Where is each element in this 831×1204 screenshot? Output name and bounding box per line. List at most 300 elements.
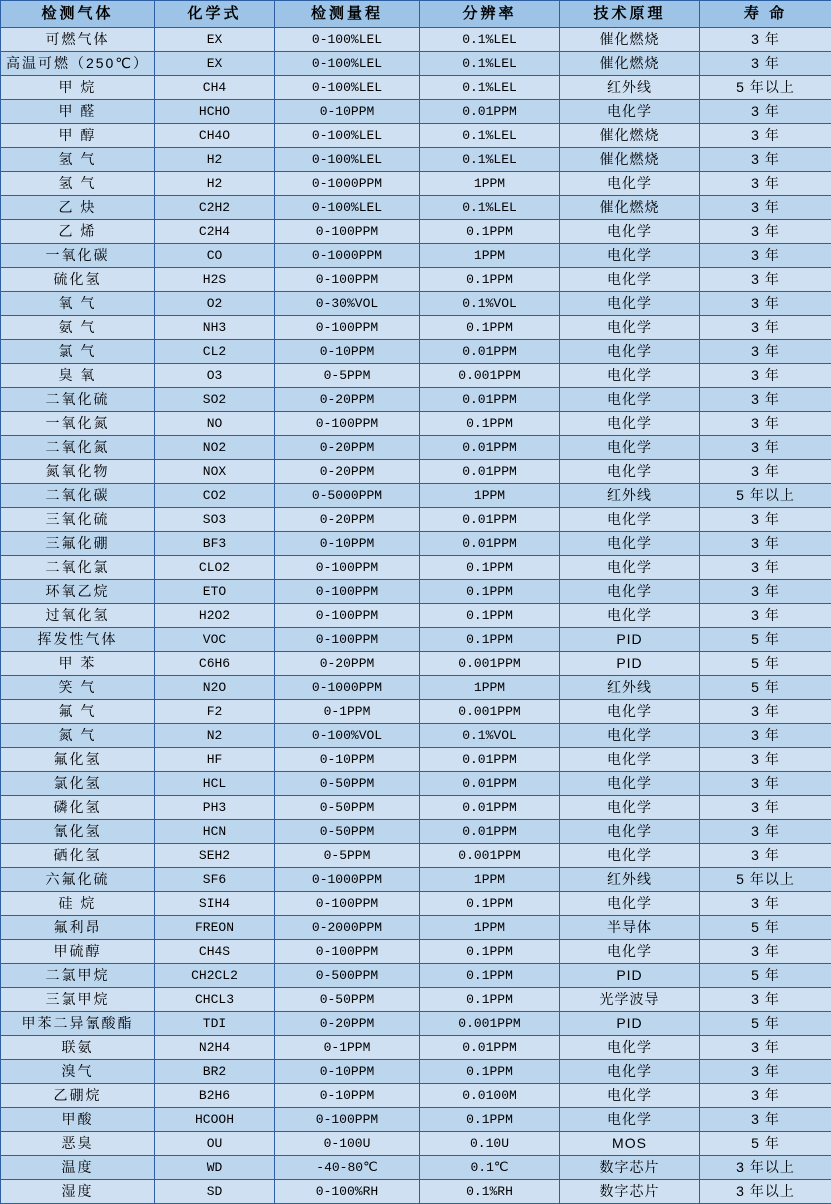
cell-gas-name: 氢 气 bbox=[1, 148, 155, 172]
cell-detection-range: 0-20PPM bbox=[275, 508, 420, 532]
cell-lifespan: 3 年 bbox=[700, 172, 831, 196]
cell-technology: 数字芯片 bbox=[560, 1180, 700, 1204]
table-row bbox=[1, 412, 831, 436]
cell-resolution: 0.1PPM bbox=[420, 940, 560, 964]
cell-technology: 电化学 bbox=[560, 220, 700, 244]
cell-detection-range: 0-100U bbox=[275, 1132, 420, 1156]
cell-resolution: 0.001PPM bbox=[420, 652, 560, 676]
cell-gas-name: 氮氧化物 bbox=[1, 460, 155, 484]
cell-gas-name: 氨 气 bbox=[1, 316, 155, 340]
cell-detection-range: 0-100%VOL bbox=[275, 724, 420, 748]
cell-lifespan: 5 年 bbox=[700, 964, 831, 988]
cell-resolution: 0.1PPM bbox=[420, 412, 560, 436]
cell-lifespan: 5 年 bbox=[700, 652, 831, 676]
table-row bbox=[1, 124, 831, 148]
cell-technology: 电化学 bbox=[560, 1060, 700, 1084]
cell-chemical-formula: CO bbox=[155, 244, 275, 268]
cell-technology: 电化学 bbox=[560, 892, 700, 916]
cell-lifespan: 3 年 bbox=[700, 316, 831, 340]
cell-technology: 电化学 bbox=[560, 532, 700, 556]
cell-technology: 半导体 bbox=[560, 916, 700, 940]
cell-resolution: 0.1PPM bbox=[420, 556, 560, 580]
cell-detection-range: 0-10PPM bbox=[275, 340, 420, 364]
cell-resolution: 0.1PPM bbox=[420, 1108, 560, 1132]
cell-technology: 催化燃烧 bbox=[560, 124, 700, 148]
cell-lifespan: 3 年 bbox=[700, 388, 831, 412]
cell-lifespan: 3 年 bbox=[700, 700, 831, 724]
table-row bbox=[1, 628, 831, 652]
cell-lifespan: 3 年以上 bbox=[700, 1180, 831, 1204]
cell-detection-range: 0-5PPM bbox=[275, 844, 420, 868]
cell-gas-name: 甲 烷 bbox=[1, 76, 155, 100]
cell-technology: 电化学 bbox=[560, 748, 700, 772]
cell-gas-name: 联氨 bbox=[1, 1036, 155, 1060]
cell-lifespan: 3 年 bbox=[700, 940, 831, 964]
cell-lifespan: 3 年 bbox=[700, 292, 831, 316]
cell-lifespan: 3 年 bbox=[700, 724, 831, 748]
cell-detection-range: 0-1000PPM bbox=[275, 676, 420, 700]
cell-detection-range: 0-100%LEL bbox=[275, 148, 420, 172]
table-row bbox=[1, 52, 831, 76]
cell-resolution: 1PPM bbox=[420, 916, 560, 940]
cell-technology: 电化学 bbox=[560, 820, 700, 844]
cell-lifespan: 3 年 bbox=[700, 268, 831, 292]
cell-gas-name: 氟利昂 bbox=[1, 916, 155, 940]
cell-resolution: 0.01PPM bbox=[420, 1036, 560, 1060]
cell-resolution: 0.01PPM bbox=[420, 508, 560, 532]
cell-technology: 电化学 bbox=[560, 172, 700, 196]
cell-resolution: 0.1%RH bbox=[420, 1180, 560, 1204]
cell-chemical-formula: O3 bbox=[155, 364, 275, 388]
cell-detection-range: 0-100PPM bbox=[275, 316, 420, 340]
cell-technology: 催化燃烧 bbox=[560, 196, 700, 220]
cell-resolution: 0.1%LEL bbox=[420, 28, 560, 52]
cell-lifespan: 5 年以上 bbox=[700, 868, 831, 892]
cell-chemical-formula: CH2CL2 bbox=[155, 964, 275, 988]
table-header-row bbox=[1, 1, 831, 28]
cell-technology: 催化燃烧 bbox=[560, 28, 700, 52]
cell-technology: MOS bbox=[560, 1132, 700, 1156]
cell-lifespan: 3 年 bbox=[700, 796, 831, 820]
cell-technology: 电化学 bbox=[560, 724, 700, 748]
cell-chemical-formula: CH4S bbox=[155, 940, 275, 964]
cell-detection-range: 0-10PPM bbox=[275, 532, 420, 556]
cell-chemical-formula: NO2 bbox=[155, 436, 275, 460]
cell-lifespan: 5 年 bbox=[700, 916, 831, 940]
table-row bbox=[1, 988, 831, 1012]
cell-gas-name: 甲酸 bbox=[1, 1108, 155, 1132]
cell-detection-range: 0-100PPM bbox=[275, 892, 420, 916]
table-row bbox=[1, 28, 831, 52]
cell-chemical-formula: VOC bbox=[155, 628, 275, 652]
cell-lifespan: 3 年 bbox=[700, 1084, 831, 1108]
cell-chemical-formula: SO3 bbox=[155, 508, 275, 532]
cell-resolution: 0.1PPM bbox=[420, 604, 560, 628]
cell-resolution: 0.001PPM bbox=[420, 1012, 560, 1036]
cell-detection-range: 0-100PPM bbox=[275, 628, 420, 652]
table-row bbox=[1, 244, 831, 268]
cell-detection-range: 0-10PPM bbox=[275, 1060, 420, 1084]
cell-chemical-formula: SF6 bbox=[155, 868, 275, 892]
table-row bbox=[1, 604, 831, 628]
cell-detection-range: 0-10PPM bbox=[275, 1084, 420, 1108]
cell-resolution: 0.01PPM bbox=[420, 532, 560, 556]
cell-technology: 光学波导 bbox=[560, 988, 700, 1012]
cell-gas-name: 一氧化氮 bbox=[1, 412, 155, 436]
cell-resolution: 0.10U bbox=[420, 1132, 560, 1156]
cell-technology: 电化学 bbox=[560, 700, 700, 724]
table-header bbox=[1, 1, 831, 28]
cell-technology: 电化学 bbox=[560, 316, 700, 340]
cell-chemical-formula: SD bbox=[155, 1180, 275, 1204]
cell-chemical-formula: BF3 bbox=[155, 532, 275, 556]
cell-gas-name: 溴气 bbox=[1, 1060, 155, 1084]
table-row bbox=[1, 340, 831, 364]
cell-lifespan: 3 年 bbox=[700, 1036, 831, 1060]
table-row bbox=[1, 148, 831, 172]
cell-detection-range: 0-500PPM bbox=[275, 964, 420, 988]
cell-chemical-formula: HCHO bbox=[155, 100, 275, 124]
table-row bbox=[1, 580, 831, 604]
cell-lifespan: 3 年 bbox=[700, 340, 831, 364]
table-row bbox=[1, 532, 831, 556]
table-row bbox=[1, 100, 831, 124]
cell-lifespan: 3 年 bbox=[700, 52, 831, 76]
cell-lifespan: 3 年 bbox=[700, 772, 831, 796]
cell-lifespan: 3 年 bbox=[700, 844, 831, 868]
cell-resolution: 0.01PPM bbox=[420, 460, 560, 484]
cell-lifespan: 3 年 bbox=[700, 508, 831, 532]
cell-technology: 电化学 bbox=[560, 412, 700, 436]
cell-technology: 催化燃烧 bbox=[560, 148, 700, 172]
cell-gas-name: 硒化氢 bbox=[1, 844, 155, 868]
cell-technology: 电化学 bbox=[560, 580, 700, 604]
cell-lifespan: 3 年 bbox=[700, 100, 831, 124]
cell-detection-range: 0-50PPM bbox=[275, 820, 420, 844]
table-row bbox=[1, 292, 831, 316]
cell-resolution: 0.01PPM bbox=[420, 796, 560, 820]
cell-technology: 催化燃烧 bbox=[560, 52, 700, 76]
table-row bbox=[1, 460, 831, 484]
cell-chemical-formula: C6H6 bbox=[155, 652, 275, 676]
cell-gas-name: 高温可燃（250℃） bbox=[1, 52, 155, 76]
cell-gas-name: 笑 气 bbox=[1, 676, 155, 700]
cell-gas-name: 氯化氢 bbox=[1, 772, 155, 796]
cell-technology: 红外线 bbox=[560, 484, 700, 508]
cell-lifespan: 3 年以上 bbox=[700, 1156, 831, 1180]
table-row bbox=[1, 940, 831, 964]
cell-technology: 电化学 bbox=[560, 1036, 700, 1060]
cell-lifespan: 3 年 bbox=[700, 364, 831, 388]
cell-lifespan: 3 年 bbox=[700, 460, 831, 484]
cell-technology: 电化学 bbox=[560, 508, 700, 532]
cell-gas-name: 甲 醛 bbox=[1, 100, 155, 124]
cell-gas-name: 甲 苯 bbox=[1, 652, 155, 676]
cell-detection-range: 0-50PPM bbox=[275, 796, 420, 820]
cell-gas-name: 二氧化氯 bbox=[1, 556, 155, 580]
cell-lifespan: 5 年 bbox=[700, 1132, 831, 1156]
table-row bbox=[1, 484, 831, 508]
cell-lifespan: 3 年 bbox=[700, 580, 831, 604]
cell-chemical-formula: FREON bbox=[155, 916, 275, 940]
cell-resolution: 0.001PPM bbox=[420, 700, 560, 724]
cell-lifespan: 5 年 bbox=[700, 676, 831, 700]
cell-resolution: 0.1%LEL bbox=[420, 76, 560, 100]
cell-detection-range: 0-100%LEL bbox=[275, 124, 420, 148]
cell-gas-name: 一氧化碳 bbox=[1, 244, 155, 268]
cell-gas-name: 二氧化氮 bbox=[1, 436, 155, 460]
cell-lifespan: 5 年以上 bbox=[700, 76, 831, 100]
cell-detection-range: 0-1000PPM bbox=[275, 172, 420, 196]
table-body bbox=[1, 28, 831, 1204]
cell-detection-range: 0-1PPM bbox=[275, 1036, 420, 1060]
cell-chemical-formula: BR2 bbox=[155, 1060, 275, 1084]
cell-resolution: 1PPM bbox=[420, 484, 560, 508]
cell-chemical-formula: PH3 bbox=[155, 796, 275, 820]
cell-chemical-formula: ETO bbox=[155, 580, 275, 604]
cell-lifespan: 3 年 bbox=[700, 748, 831, 772]
column-header-gas-name: 检测气体 bbox=[1, 1, 155, 28]
cell-technology: 电化学 bbox=[560, 604, 700, 628]
cell-gas-name: 乙 烯 bbox=[1, 220, 155, 244]
cell-chemical-formula: EX bbox=[155, 52, 275, 76]
cell-resolution: 1PPM bbox=[420, 172, 560, 196]
cell-resolution: 0.1%VOL bbox=[420, 724, 560, 748]
cell-lifespan: 3 年 bbox=[700, 196, 831, 220]
cell-gas-name: 二氯甲烷 bbox=[1, 964, 155, 988]
table-row bbox=[1, 1108, 831, 1132]
cell-chemical-formula: N2H4 bbox=[155, 1036, 275, 1060]
cell-gas-name: 甲 醇 bbox=[1, 124, 155, 148]
table-row bbox=[1, 364, 831, 388]
cell-gas-name: 湿度 bbox=[1, 1180, 155, 1204]
cell-resolution: 0.1%LEL bbox=[420, 148, 560, 172]
table-row bbox=[1, 556, 831, 580]
cell-chemical-formula: CH4 bbox=[155, 76, 275, 100]
cell-chemical-formula: OU bbox=[155, 1132, 275, 1156]
cell-detection-range: 0-100PPM bbox=[275, 1108, 420, 1132]
cell-technology: 电化学 bbox=[560, 244, 700, 268]
table-row bbox=[1, 1180, 831, 1204]
cell-detection-range: 0-1000PPM bbox=[275, 244, 420, 268]
cell-technology: PID bbox=[560, 964, 700, 988]
table-row bbox=[1, 1060, 831, 1084]
cell-technology: 电化学 bbox=[560, 388, 700, 412]
cell-chemical-formula: F2 bbox=[155, 700, 275, 724]
cell-gas-name: 温度 bbox=[1, 1156, 155, 1180]
cell-chemical-formula: SIH4 bbox=[155, 892, 275, 916]
cell-gas-name: 甲硫醇 bbox=[1, 940, 155, 964]
cell-gas-name: 二氧化碳 bbox=[1, 484, 155, 508]
cell-resolution: 0.01PPM bbox=[420, 436, 560, 460]
cell-gas-name: 六氟化硫 bbox=[1, 868, 155, 892]
cell-resolution: 0.1PPM bbox=[420, 580, 560, 604]
cell-detection-range: 0-100%LEL bbox=[275, 76, 420, 100]
cell-gas-name: 磷化氢 bbox=[1, 796, 155, 820]
cell-detection-range: 0-100PPM bbox=[275, 268, 420, 292]
cell-technology: 电化学 bbox=[560, 268, 700, 292]
cell-technology: 电化学 bbox=[560, 844, 700, 868]
cell-detection-range: 0-5000PPM bbox=[275, 484, 420, 508]
cell-lifespan: 3 年 bbox=[700, 1108, 831, 1132]
cell-gas-name: 氟化氢 bbox=[1, 748, 155, 772]
cell-technology: 电化学 bbox=[560, 940, 700, 964]
table-row bbox=[1, 436, 831, 460]
cell-resolution: 0.1PPM bbox=[420, 964, 560, 988]
cell-resolution: 0.001PPM bbox=[420, 844, 560, 868]
cell-detection-range: 0-100%LEL bbox=[275, 28, 420, 52]
cell-detection-range: 0-10PPM bbox=[275, 100, 420, 124]
table-row bbox=[1, 1156, 831, 1180]
cell-technology: 电化学 bbox=[560, 460, 700, 484]
cell-chemical-formula: EX bbox=[155, 28, 275, 52]
cell-detection-range: -40-80℃ bbox=[275, 1156, 420, 1180]
cell-resolution: 0.1PPM bbox=[420, 628, 560, 652]
cell-chemical-formula: CLO2 bbox=[155, 556, 275, 580]
cell-technology: PID bbox=[560, 652, 700, 676]
cell-technology: 红外线 bbox=[560, 76, 700, 100]
cell-detection-range: 0-100PPM bbox=[275, 580, 420, 604]
cell-technology: PID bbox=[560, 1012, 700, 1036]
table-row bbox=[1, 796, 831, 820]
cell-detection-range: 0-10PPM bbox=[275, 748, 420, 772]
cell-chemical-formula: N2O bbox=[155, 676, 275, 700]
cell-detection-range: 0-50PPM bbox=[275, 772, 420, 796]
cell-chemical-formula: WD bbox=[155, 1156, 275, 1180]
cell-resolution: 0.0100M bbox=[420, 1084, 560, 1108]
cell-detection-range: 0-100PPM bbox=[275, 220, 420, 244]
cell-chemical-formula: HF bbox=[155, 748, 275, 772]
table-row bbox=[1, 316, 831, 340]
table-row bbox=[1, 820, 831, 844]
cell-gas-name: 氯 气 bbox=[1, 340, 155, 364]
cell-gas-name: 环氧乙烷 bbox=[1, 580, 155, 604]
table-row bbox=[1, 892, 831, 916]
table-row bbox=[1, 916, 831, 940]
table-row bbox=[1, 388, 831, 412]
cell-gas-name: 乙硼烷 bbox=[1, 1084, 155, 1108]
cell-gas-name: 恶臭 bbox=[1, 1132, 155, 1156]
cell-resolution: 0.1PPM bbox=[420, 988, 560, 1012]
cell-chemical-formula: HCOOH bbox=[155, 1108, 275, 1132]
cell-chemical-formula: NH3 bbox=[155, 316, 275, 340]
column-header-lifespan: 寿 命 bbox=[700, 1, 831, 28]
table-row bbox=[1, 1036, 831, 1060]
cell-technology: 电化学 bbox=[560, 436, 700, 460]
cell-detection-range: 0-30%VOL bbox=[275, 292, 420, 316]
cell-chemical-formula: O2 bbox=[155, 292, 275, 316]
table-row bbox=[1, 268, 831, 292]
cell-chemical-formula: H2O2 bbox=[155, 604, 275, 628]
cell-resolution: 0.001PPM bbox=[420, 364, 560, 388]
cell-lifespan: 3 年 bbox=[700, 820, 831, 844]
cell-chemical-formula: CHCL3 bbox=[155, 988, 275, 1012]
cell-lifespan: 5 年以上 bbox=[700, 484, 831, 508]
column-header-resolution: 分辨率 bbox=[420, 1, 560, 28]
cell-lifespan: 3 年 bbox=[700, 892, 831, 916]
cell-gas-name: 过氧化氢 bbox=[1, 604, 155, 628]
cell-detection-range: 0-1000PPM bbox=[275, 868, 420, 892]
cell-chemical-formula: NO bbox=[155, 412, 275, 436]
cell-resolution: 0.1PPM bbox=[420, 892, 560, 916]
cell-lifespan: 3 年 bbox=[700, 220, 831, 244]
cell-detection-range: 0-20PPM bbox=[275, 388, 420, 412]
table-row bbox=[1, 76, 831, 100]
cell-gas-name: 三氟化硼 bbox=[1, 532, 155, 556]
cell-detection-range: 0-1PPM bbox=[275, 700, 420, 724]
table-row bbox=[1, 1084, 831, 1108]
cell-detection-range: 0-100PPM bbox=[275, 940, 420, 964]
cell-chemical-formula: HCL bbox=[155, 772, 275, 796]
cell-technology: PID bbox=[560, 628, 700, 652]
cell-gas-name: 三氧化硫 bbox=[1, 508, 155, 532]
cell-resolution: 0.1PPM bbox=[420, 1060, 560, 1084]
cell-resolution: 0.1PPM bbox=[420, 316, 560, 340]
cell-chemical-formula: H2 bbox=[155, 172, 275, 196]
table-row bbox=[1, 844, 831, 868]
cell-detection-range: 0-100PPM bbox=[275, 412, 420, 436]
cell-detection-range: 0-50PPM bbox=[275, 988, 420, 1012]
cell-lifespan: 5 年 bbox=[700, 1012, 831, 1036]
column-header-chemical-formula: 化学式 bbox=[155, 1, 275, 28]
cell-resolution: 0.1PPM bbox=[420, 268, 560, 292]
cell-technology: 电化学 bbox=[560, 556, 700, 580]
cell-lifespan: 3 年 bbox=[700, 148, 831, 172]
cell-lifespan: 3 年 bbox=[700, 1060, 831, 1084]
cell-gas-name: 乙 炔 bbox=[1, 196, 155, 220]
cell-lifespan: 3 年 bbox=[700, 604, 831, 628]
cell-technology: 电化学 bbox=[560, 796, 700, 820]
cell-gas-name: 可燃气体 bbox=[1, 28, 155, 52]
cell-technology: 数字芯片 bbox=[560, 1156, 700, 1180]
cell-gas-name: 氟 气 bbox=[1, 700, 155, 724]
cell-gas-name: 二氧化硫 bbox=[1, 388, 155, 412]
cell-resolution: 0.1%LEL bbox=[420, 124, 560, 148]
table-row bbox=[1, 772, 831, 796]
cell-chemical-formula: CL2 bbox=[155, 340, 275, 364]
cell-resolution: 0.1%LEL bbox=[420, 196, 560, 220]
cell-detection-range: 0-100%LEL bbox=[275, 196, 420, 220]
cell-gas-name: 挥发性气体 bbox=[1, 628, 155, 652]
cell-detection-range: 0-100%RH bbox=[275, 1180, 420, 1204]
cell-technology: 电化学 bbox=[560, 340, 700, 364]
table-row bbox=[1, 508, 831, 532]
cell-gas-name: 氧 气 bbox=[1, 292, 155, 316]
cell-resolution: 0.01PPM bbox=[420, 100, 560, 124]
cell-detection-range: 0-100PPM bbox=[275, 604, 420, 628]
cell-detection-range: 0-100PPM bbox=[275, 556, 420, 580]
cell-lifespan: 3 年 bbox=[700, 244, 831, 268]
cell-lifespan: 3 年 bbox=[700, 532, 831, 556]
cell-gas-name: 甲苯二异氰酸酯 bbox=[1, 1012, 155, 1036]
cell-detection-range: 0-20PPM bbox=[275, 1012, 420, 1036]
cell-lifespan: 3 年 bbox=[700, 556, 831, 580]
table-row bbox=[1, 964, 831, 988]
cell-chemical-formula: H2 bbox=[155, 148, 275, 172]
cell-lifespan: 5 年 bbox=[700, 628, 831, 652]
cell-resolution: 0.01PPM bbox=[420, 748, 560, 772]
cell-technology: 电化学 bbox=[560, 292, 700, 316]
cell-resolution: 0.1℃ bbox=[420, 1156, 560, 1180]
cell-technology: 电化学 bbox=[560, 1084, 700, 1108]
cell-chemical-formula: CH4O bbox=[155, 124, 275, 148]
cell-lifespan: 3 年 bbox=[700, 412, 831, 436]
cell-technology: 红外线 bbox=[560, 676, 700, 700]
cell-technology: 电化学 bbox=[560, 364, 700, 388]
cell-chemical-formula: TDI bbox=[155, 1012, 275, 1036]
cell-chemical-formula: SO2 bbox=[155, 388, 275, 412]
cell-detection-range: 0-5PPM bbox=[275, 364, 420, 388]
